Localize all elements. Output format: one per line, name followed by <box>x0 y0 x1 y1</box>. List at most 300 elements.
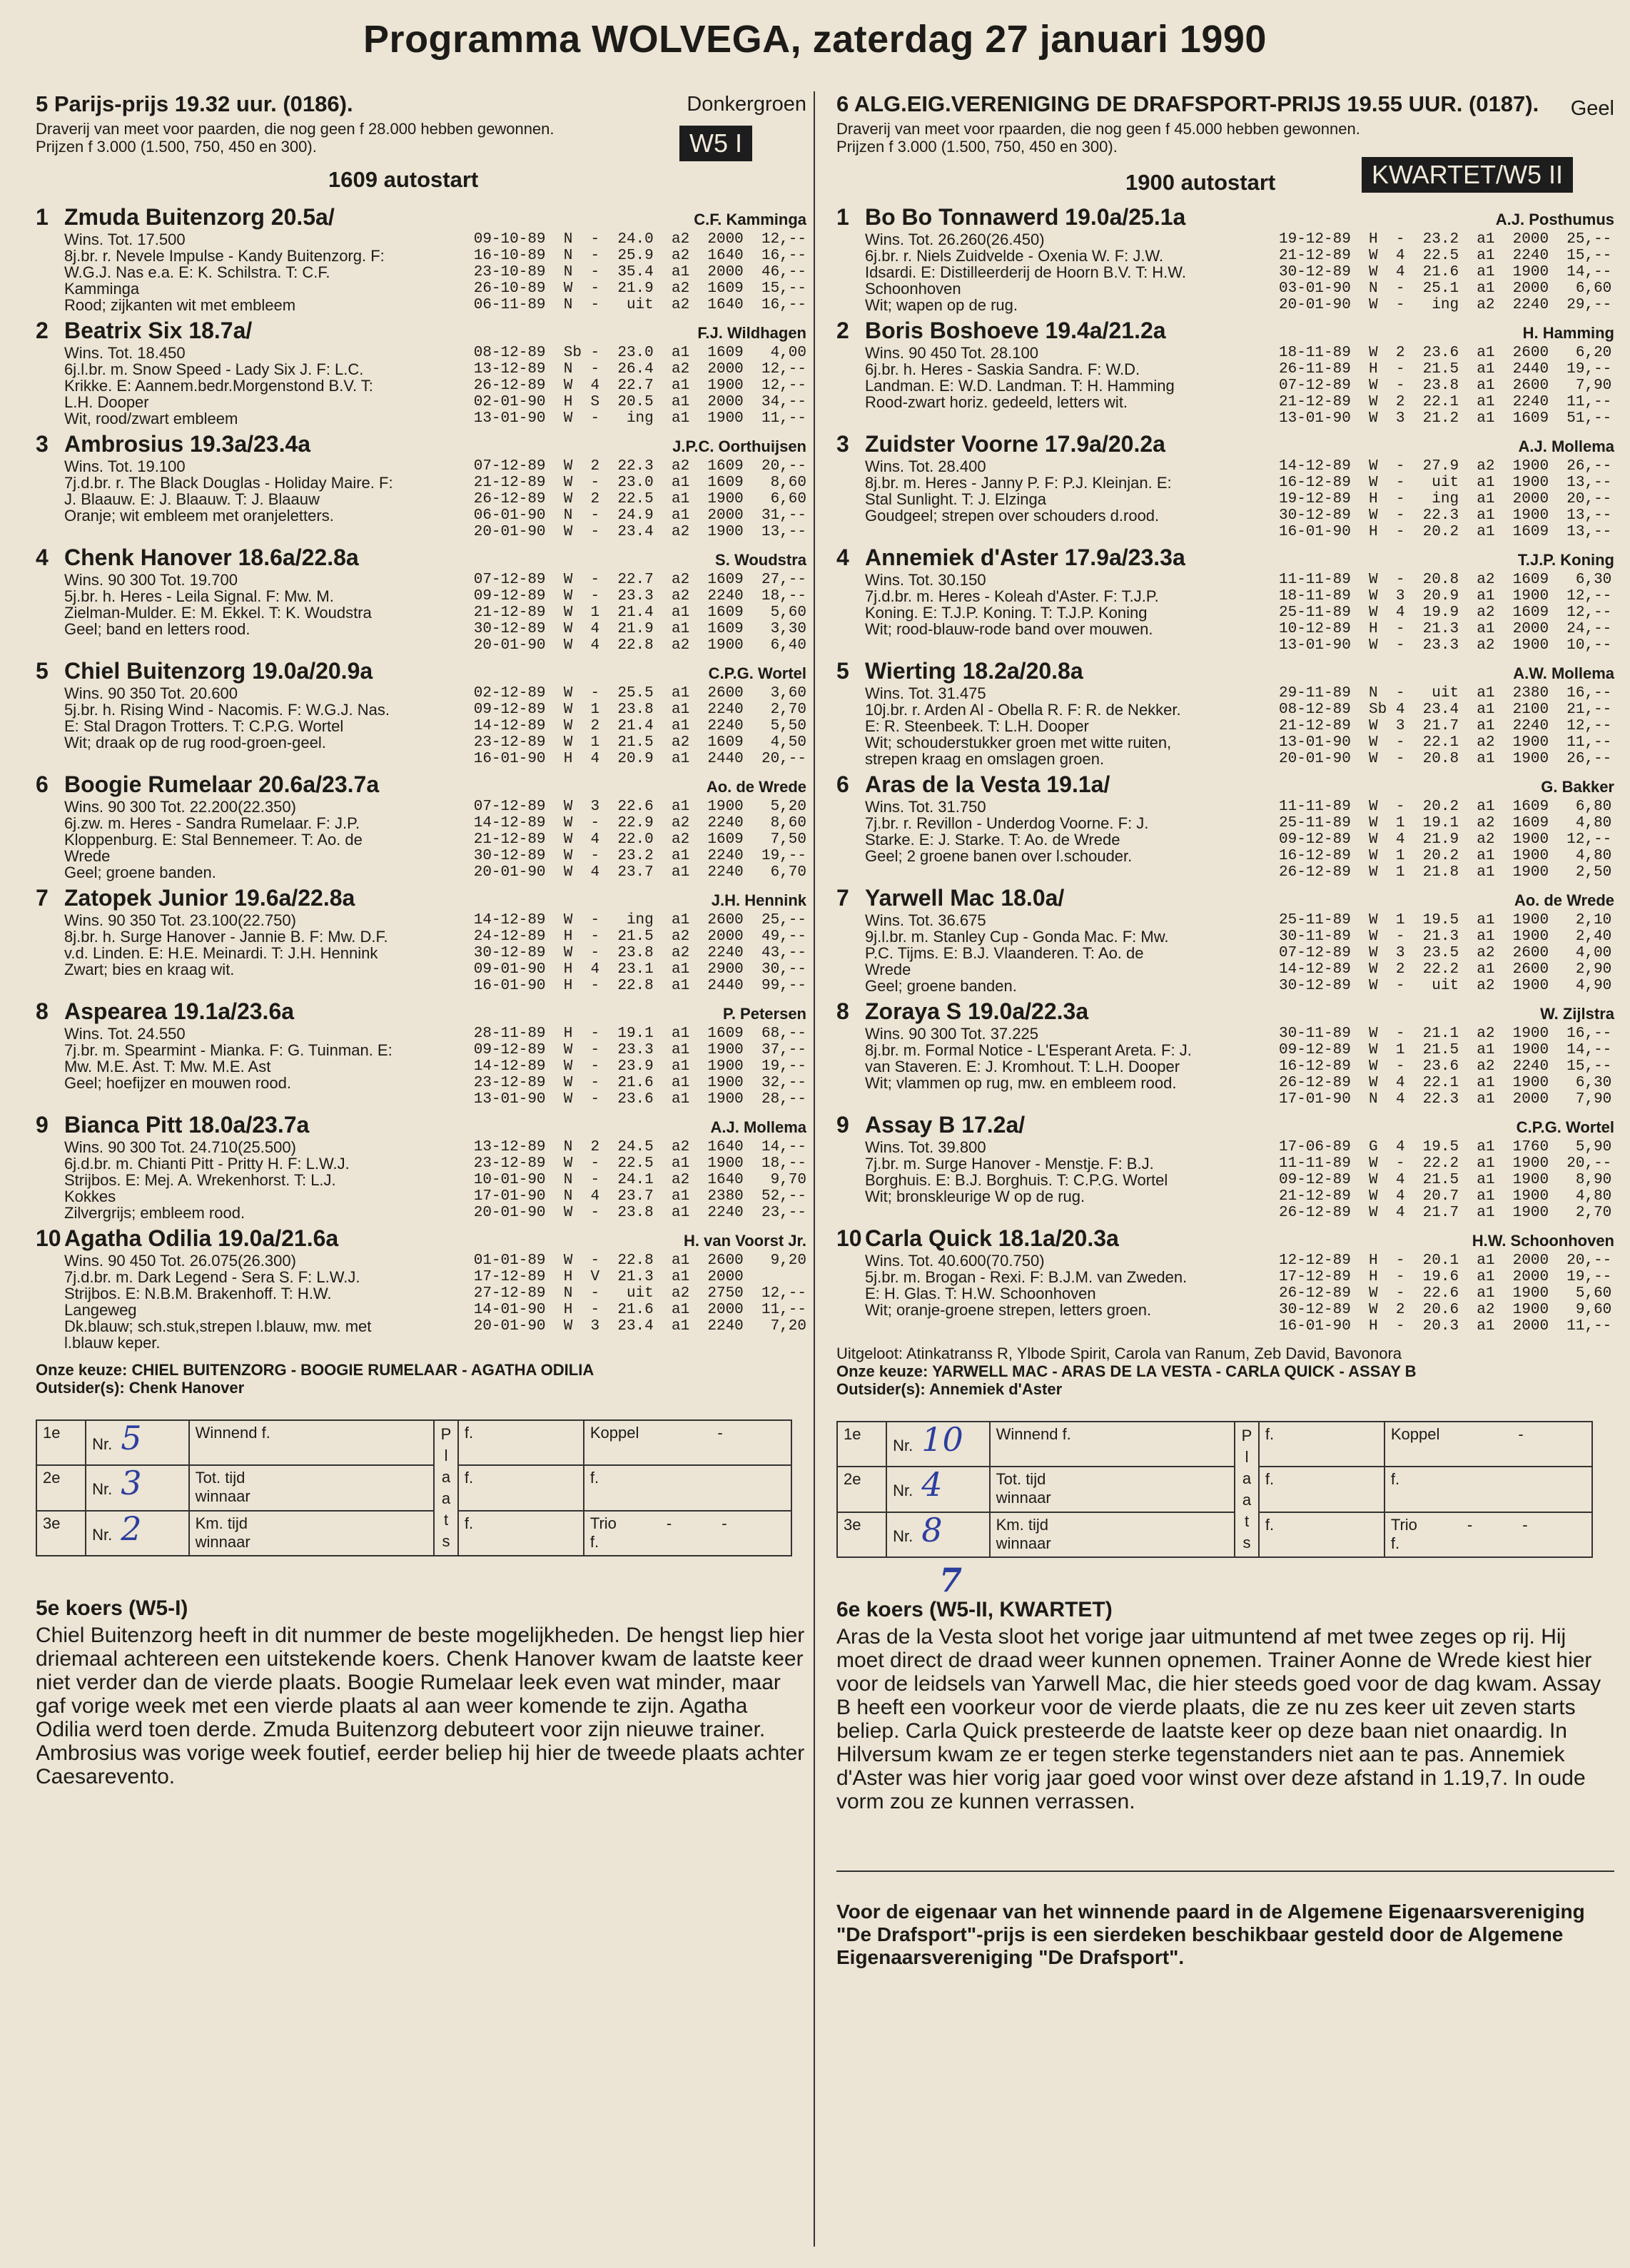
info-line: Wins. 90 300 Tot. 19.700 <box>64 571 238 589</box>
trainer-name: S. Woudstra <box>715 551 806 569</box>
horse-entry-body <box>36 685 806 767</box>
place-cell: 2e <box>837 1467 886 1512</box>
horse-name: Bo Bo Tonnawerd 19.0a/25.1a <box>865 204 1186 230</box>
label-cell <box>990 1422 1235 1467</box>
form-row: 11-11-89 W - 20.2 a1 1609 6,80 <box>1279 799 1612 815</box>
info-line: Schoonhoven <box>865 280 961 298</box>
place-cell: 2e <box>36 1465 86 1510</box>
info-line: Goudgeel; strepen over schouders d.rood. <box>865 507 1160 525</box>
form-row: 07-12-89 W - 23.8 a1 2600 7,90 <box>1279 378 1612 394</box>
info-line: 8j.br. h. Surge Hanover - Jannie B. F: Mw. D.F. <box>64 928 388 946</box>
horse-info <box>836 912 1279 994</box>
horse-entry <box>836 430 1614 540</box>
race6-commentary-title <box>836 1561 1614 1622</box>
form-row: 21-12-89 W 1 21.4 a1 1609 5,60 <box>473 604 806 621</box>
koppel-cell <box>584 1420 791 1465</box>
horse-number: 6 <box>36 771 49 797</box>
horse-entry-body <box>36 1139 806 1221</box>
form-table <box>474 572 806 654</box>
place-cell: 1e <box>36 1420 86 1465</box>
horse-info <box>36 912 474 994</box>
nr-cell <box>86 1511 189 1556</box>
horse-entry-body <box>836 572 1614 654</box>
horse-entry-body <box>836 685 1614 767</box>
form-row: 19-12-89 H - 23.2 a1 2000 25,-- <box>1279 231 1612 248</box>
horse-entry <box>836 884 1614 994</box>
handwritten-number: 2 <box>121 1509 142 1548</box>
race6-prizes: Prijzen f 3.000 (1.500, 750, 450 en 300). <box>836 138 1118 156</box>
form-row: 16-01-90 H - 20.3 a1 2000 11,-- <box>1279 1318 1612 1335</box>
trainer-name: H. van Voorst Jr. <box>684 1232 806 1250</box>
info-line: v.d. Linden. E: H.E. Meinardi. T: J.H. Hennink <box>64 944 378 962</box>
form-row: 07-12-89 W 3 22.6 a1 1900 5,20 <box>473 799 806 815</box>
horse-entry <box>36 430 806 540</box>
nr-cell <box>86 1420 189 1465</box>
form-row: 09-12-89 W 4 21.5 a1 1900 8,90 <box>1279 1172 1612 1188</box>
info-line: Wins. Tot. 36.675 <box>865 911 986 929</box>
info-line: Rood; zijkanten wit met embleem <box>64 296 296 314</box>
info-line: J. Blaauw. E: J. Blaauw. T: J. Blaauw <box>64 490 320 508</box>
race5-prizes: Prijzen f 3.000 (1.500, 750, 450 en 300). <box>36 138 317 156</box>
horse-number: 10 <box>36 1225 61 1251</box>
race5-outsider: Outsider(s): Chenk Hanover <box>36 1379 245 1397</box>
info-line: Landman. E: W.D. Landman. T: H. Hamming <box>865 377 1175 395</box>
form-row: 20-01-90 W - 23.8 a1 2240 23,-- <box>473 1205 806 1221</box>
info-line: Wins. Tot. 26.260(26.450) <box>865 231 1045 248</box>
form-table <box>1279 685 1614 767</box>
nr-label: Nr. <box>893 1437 913 1454</box>
trainer-name: C.F. Kamminga <box>694 211 806 228</box>
info-line: Wins. Tot. 30.150 <box>865 571 986 589</box>
sponsor-notice: Voor de eigenaar van het winnende paard in de Algemene Eigenaarsvereniging "De Drafsport"-prijs is een sierdeken beschikbaar gesteld door de Algemene Eigenaarsvereniging "De Drafsport". <box>836 1870 1614 1969</box>
horse-number: 7 <box>836 885 849 911</box>
result-row <box>36 1465 791 1510</box>
horse-entry <box>836 1110 1614 1221</box>
horse-line <box>36 997 294 1026</box>
info-line: Wrede <box>64 847 111 865</box>
handwritten-number: 10 <box>921 1420 963 1459</box>
horse-info <box>836 685 1279 767</box>
horse-info <box>36 345 474 427</box>
horse-name: Aspearea 19.1a/23.6a <box>64 998 295 1024</box>
info-line: Wins. 90 350 Tot. 20.600 <box>64 684 238 702</box>
info-line: Geel; groene banden. <box>865 977 1017 995</box>
form-row: 17-06-89 G 4 19.5 a1 1760 5,90 <box>1279 1139 1612 1155</box>
horse-number: 6 <box>836 771 849 797</box>
form-row: 30-11-89 W - 21.1 a2 1900 16,-- <box>1279 1026 1612 1042</box>
koppel-dash: - <box>717 1424 723 1442</box>
horse-name: Ambrosius 19.3a/23.4a <box>64 431 311 457</box>
info-line: Kloppenburg. E: Stal Bennemeer. T: Ao. de <box>64 831 363 849</box>
info-line: Geel; 2 groene banen over l.schouder. <box>865 847 1133 865</box>
form-table <box>1279 799 1614 881</box>
trio-dash: - <box>666 1514 672 1532</box>
race5-column <box>36 91 806 1788</box>
horse-line <box>36 1224 338 1252</box>
horse-line <box>36 316 252 345</box>
horse-entry-body <box>36 572 806 654</box>
horse-entry-body <box>36 231 806 313</box>
horse-name: Yarwell Mac 18.0a/ <box>865 885 1065 911</box>
label-line: Winnend f. <box>195 1424 270 1442</box>
info-line: Wit; draak op de rug rood-groen-geel. <box>64 734 326 751</box>
horse-name: Aras de la Vesta 19.1a/ <box>865 771 1110 797</box>
race5-commentary-title: 5e koers (W5-I) <box>36 1596 188 1620</box>
label-cell <box>189 1511 434 1556</box>
horse-entry-body <box>36 345 806 427</box>
amount-cell: f. <box>1259 1467 1385 1512</box>
amount-cell: f. <box>458 1465 584 1510</box>
form-table <box>474 1139 806 1221</box>
horse-number: 4 <box>36 545 49 570</box>
form-row: 26-12-89 W - 22.6 a1 1900 5,60 <box>1279 1285 1612 1302</box>
label-line: winnaar <box>996 1489 1051 1507</box>
trainer-name: A.W. Mollema <box>1513 664 1614 682</box>
form-row: 20-01-90 W - 23.4 a2 1900 13,-- <box>473 524 806 540</box>
horse-line <box>836 657 1083 685</box>
horse-name: Annemiek d'Aster 17.9a/23.3a <box>865 545 1185 570</box>
horse-line <box>36 884 355 912</box>
result-row <box>837 1422 1592 1467</box>
trainer-name: A.J. Mollema <box>1518 437 1614 455</box>
horse-entry-header <box>836 657 1614 685</box>
horse-line <box>836 884 1064 912</box>
form-row: 07-12-89 W 2 22.3 a2 1609 20,-- <box>473 458 806 475</box>
trio-amount: f. <box>1390 1534 1400 1552</box>
form-row: 26-11-89 H - 21.5 a1 2440 19,-- <box>1279 361 1612 378</box>
nr-label: Nr. <box>92 1525 113 1544</box>
label-line: winnaar <box>996 1534 1051 1552</box>
trainer-name: A.J. Posthumus <box>1495 211 1614 228</box>
trio-cell <box>1385 1512 1592 1557</box>
info-line: Rood-zwart horiz. gedeeld, letters wit. <box>865 393 1128 411</box>
koppel-label: Koppel <box>1390 1425 1440 1443</box>
info-line: 6j.zw. m. Heres - Sandra Rumelaar. F: J.P. <box>64 814 360 832</box>
info-line: 5j.br. h. Heres - Leila Signal. F: Mw. M. <box>64 587 334 605</box>
column-divider <box>814 91 815 2247</box>
form-table <box>1279 231 1614 313</box>
trainer-name: Ao. de Wrede <box>706 778 806 796</box>
form-row: 09-12-89 W 1 21.5 a1 1900 14,-- <box>1279 1042 1612 1058</box>
horse-entry-header <box>36 657 806 685</box>
horse-entry <box>36 1224 806 1351</box>
horse-entry-header <box>36 543 806 572</box>
koppel-amount-cell: f. <box>1385 1467 1592 1512</box>
info-line: E: Stal Dragon Trotters. T: C.P.G. Wortel <box>64 717 344 735</box>
form-row: 30-12-89 W - 22.3 a1 1900 13,-- <box>1279 507 1612 524</box>
form-table <box>474 1252 806 1351</box>
horse-name: Boris Boshoeve 19.4a/21.2a <box>865 318 1166 343</box>
info-line: Wit; vlammen op rug, mw. en embleem rood. <box>865 1074 1177 1092</box>
result-row <box>36 1511 791 1556</box>
race6-uitgeloot: Uitgeloot: Atinkatranss R, Ylbode Spirit, Carola van Ranum, Zeb David, Bavonora <box>836 1345 1402 1362</box>
label-cell <box>189 1420 434 1465</box>
form-row: 21-12-89 W 4 20.7 a1 1900 4,80 <box>1279 1188 1612 1205</box>
form-row: 30-12-89 W 2 20.6 a2 1900 9,60 <box>1279 1302 1612 1318</box>
info-line: 8j.br. m. Heres - Janny P. F: P.J. Kleinjan. E: <box>865 474 1172 492</box>
form-row: 08-12-89 Sb - 23.0 a1 1609 4,00 <box>473 345 806 361</box>
race6-start-row <box>836 156 1614 200</box>
horse-entry-body <box>836 1252 1614 1335</box>
info-line: Zielman-Mulder. E: M. Ekkel. T: K. Woudstra <box>64 604 372 622</box>
race6-start: 1900 autostart <box>1125 170 1276 195</box>
info-line: 7j.d.br. m. Heres - Koleah d'Aster. F: T.J.P. <box>865 587 1159 605</box>
info-line: Strijbos. E: Mej. A. Wrekenhorst. T: L.J. <box>64 1171 336 1189</box>
horse-number: 9 <box>36 1112 49 1138</box>
amount-cell: f. <box>458 1511 584 1556</box>
info-line: Langeweg <box>64 1301 137 1319</box>
horse-line <box>36 430 310 458</box>
race6-header <box>836 91 1614 117</box>
form-row: 14-12-89 W - ing a1 2600 25,-- <box>473 912 806 928</box>
info-line: 6j.l.br. m. Snow Speed - Lady Six J. F: L.C. <box>64 360 364 378</box>
horse-name: Assay B 17.2a/ <box>865 1112 1026 1138</box>
form-row: 20-01-90 W - ing a2 2240 29,-- <box>1279 297 1612 313</box>
horse-info <box>36 1026 474 1108</box>
race6-commentary-title-text: 6e koers (W5-II, KWARTET) <box>836 1598 1113 1621</box>
form-row: 30-12-89 W 4 21.6 a1 1900 14,-- <box>1279 264 1612 280</box>
info-line: Wins. 90 300 Tot. 37.225 <box>865 1025 1038 1043</box>
horse-entry-header <box>836 316 1614 345</box>
horse-line <box>836 203 1185 231</box>
info-line: 5j.br. m. Brogan - Rexi. F: B.J.M. van Zweden. <box>865 1268 1188 1286</box>
horse-entry-header <box>36 997 806 1026</box>
horse-number: 9 <box>836 1112 849 1138</box>
race5-conditions: Draverij van meet voor paarden, die nog geen f 28.000 hebben gewonnen. <box>36 120 555 138</box>
horse-entry-body <box>836 1026 1614 1108</box>
info-line: Wins. Tot. 17.500 <box>64 231 186 248</box>
info-line: 7j.br. m. Surge Hanover - Menstje. F: B.J. <box>865 1155 1154 1173</box>
horse-entry-header <box>836 770 1614 799</box>
form-row: 30-12-89 W - uit a2 1900 4,90 <box>1279 978 1612 994</box>
trainer-name: J.P.C. Oorthuijsen <box>672 437 806 455</box>
handwritten-mark: 7 <box>939 1561 963 1599</box>
horse-entry-header <box>836 997 1614 1026</box>
info-line: P.C. Tijms. E: B.J. Vlaanderen. T: Ao. de <box>865 944 1144 962</box>
form-row: 16-12-89 W - 23.6 a2 2240 15,-- <box>1279 1058 1612 1075</box>
place-cell: 3e <box>837 1512 886 1557</box>
race5-color: Donkergroen <box>687 93 806 116</box>
horse-entry-body <box>36 1252 806 1351</box>
horse-entry-header <box>36 203 806 231</box>
horse-entry-header <box>836 1224 1614 1252</box>
form-row: 13-12-89 N - 26.4 a2 2000 12,-- <box>473 361 806 378</box>
form-row: 28-11-89 H - 19.1 a1 1609 68,-- <box>473 1026 806 1042</box>
horse-entry <box>836 316 1614 427</box>
form-row: 24-12-89 H - 21.5 a2 2000 49,-- <box>473 928 806 945</box>
info-line: Wins. 90 350 Tot. 23.100(22.750) <box>64 911 296 929</box>
label-line: Tot. tijd <box>195 1469 245 1487</box>
horse-number: 3 <box>36 431 49 457</box>
trainer-name: H.W. Schoonhoven <box>1472 1232 1614 1250</box>
horse-info <box>36 231 474 313</box>
trainer-name: C.P.G. Wortel <box>708 664 806 682</box>
race6-conditions: Draverij van meet voor rpaarden, die nog geen f 45.000 hebben gewonnen. <box>836 120 1360 138</box>
horse-entry <box>36 1110 806 1221</box>
form-row: 20-01-90 W 4 22.8 a2 1900 6,40 <box>473 637 806 654</box>
nr-label: Nr. <box>92 1480 113 1499</box>
form-row: 26-12-89 W 1 21.8 a1 1900 2,50 <box>1279 864 1612 881</box>
info-line: Wins. 90 300 Tot. 24.710(25.500) <box>64 1138 296 1156</box>
form-row: 16-01-90 H 4 20.9 a1 2440 20,-- <box>473 751 806 767</box>
form-table <box>474 1026 806 1108</box>
race6-result-table <box>836 1421 1614 1558</box>
info-line: Wins. Tot. 28.400 <box>865 457 986 475</box>
form-row: 09-12-89 W 1 23.8 a1 2240 2,70 <box>473 702 806 718</box>
form-row: 17-01-90 N 4 23.7 a1 2380 52,-- <box>473 1188 806 1205</box>
result-grid <box>836 1421 1593 1558</box>
horse-entry-header <box>36 430 806 458</box>
info-line: Starke. E: J. Starke. T: Ao. de Wrede <box>865 831 1120 849</box>
race6-outsider: Outsider(s): Annemiek d'Aster <box>836 1380 1063 1398</box>
form-row: 30-12-89 W - 23.2 a1 2240 19,-- <box>473 848 806 864</box>
label-cell <box>189 1465 434 1510</box>
form-row: 21-12-89 W 4 22.5 a1 2240 15,-- <box>1279 248 1612 264</box>
info-line: Oranje; wit embleem met oranjeletters. <box>64 507 334 525</box>
nr-cell <box>86 1465 189 1510</box>
horse-entry-header <box>836 430 1614 458</box>
label-cell <box>990 1512 1235 1557</box>
nr-label: Nr. <box>893 1527 913 1545</box>
form-row: 13-01-90 W - 23.3 a2 1900 10,-- <box>1279 637 1612 654</box>
form-row: 14-12-89 W - 27.9 a2 1900 26,-- <box>1279 458 1612 475</box>
result-grid <box>36 1419 792 1556</box>
form-row: 06-11-89 N - uit a2 1640 16,-- <box>473 297 806 313</box>
horse-entry-header <box>836 884 1614 912</box>
horse-name: Agatha Odilia 19.0a/21.6a <box>64 1225 339 1251</box>
horse-entry <box>36 543 806 654</box>
info-line: Kokkes <box>64 1188 116 1205</box>
race5-keuze: Onze keuze: CHIEL BUITENZORG - BOOGIE RUMELAAR - AGATHA ODILIA <box>36 1361 594 1379</box>
horse-info <box>836 345 1279 427</box>
info-line: Wrede <box>865 961 911 978</box>
horse-line <box>836 1110 1025 1139</box>
form-row: 13-01-90 W 3 21.2 a1 1609 51,-- <box>1279 410 1612 427</box>
info-line: Kamminga <box>64 280 140 298</box>
info-line: l.blauw keper. <box>64 1334 161 1352</box>
label-line: Km. tijd <box>195 1514 248 1532</box>
horse-line <box>36 657 373 685</box>
form-row: 30-12-89 W 4 21.9 a1 1609 3,30 <box>473 621 806 637</box>
horse-entry <box>836 203 1614 313</box>
form-row: 30-11-89 W - 21.3 a1 1900 2,40 <box>1279 928 1612 945</box>
info-line: 7j.d.br. r. The Black Douglas - Holiday Maire. F: <box>64 474 393 492</box>
info-line: 5j.br. h. Rising Wind - Nacomis. F: W.G.J. Nas. <box>64 701 390 719</box>
form-table <box>474 685 806 767</box>
horse-entry-body <box>836 345 1614 427</box>
form-row: 26-12-89 W 2 22.5 a1 1900 6,60 <box>473 491 806 507</box>
form-row: 11-11-89 W - 22.2 a1 1900 20,-- <box>1279 1155 1612 1172</box>
info-line: Wins. Tot. 31.475 <box>865 684 986 702</box>
race6-entries <box>836 203 1614 1335</box>
horse-entry <box>36 884 806 994</box>
form-row: 14-12-89 W - 22.9 a2 2240 8,60 <box>473 815 806 831</box>
trainer-name: J.H. Hennink <box>711 891 806 909</box>
form-row: 23-12-89 W - 22.5 a1 1900 18,-- <box>473 1155 806 1172</box>
label-cell <box>990 1467 1235 1512</box>
form-row: 13-01-90 W - 23.6 a1 1900 28,-- <box>473 1091 806 1108</box>
place-cell: 1e <box>837 1422 886 1467</box>
race5-entries <box>36 203 806 1351</box>
horse-line <box>836 543 1185 572</box>
horse-number: 3 <box>836 431 849 457</box>
horse-entry <box>36 316 806 427</box>
horse-entry <box>36 203 806 313</box>
form-row: 16-01-90 H - 20.2 a1 1609 13,-- <box>1279 524 1612 540</box>
koppel-cell <box>1385 1422 1592 1467</box>
form-row: 27-12-89 N - uit a2 2750 12,-- <box>473 1285 806 1302</box>
trainer-name: W. Zijlstra <box>1540 1005 1614 1023</box>
form-row: 01-01-89 W - 22.8 a1 2600 9,20 <box>473 1252 806 1269</box>
koppel-label: Koppel <box>589 1424 639 1442</box>
info-line: 6j.br. r. Niels Zuidvelde - Oxenia W. F: J.W. <box>865 247 1164 265</box>
horse-line <box>836 997 1088 1026</box>
form-table <box>1279 1252 1614 1335</box>
amount-cell: f. <box>458 1420 584 1465</box>
form-table <box>474 345 806 427</box>
horse-entry-header <box>836 203 1614 231</box>
info-line: Wins. Tot. 40.600(70.750) <box>865 1252 1045 1270</box>
info-line: van Staveren. E: J. Kromhout. T: L.H. Dooper <box>865 1058 1180 1075</box>
horse-number: 2 <box>36 318 49 343</box>
horse-entry-body <box>836 912 1614 994</box>
form-row: 13-01-90 W - 22.1 a2 1900 11,-- <box>1279 734 1612 751</box>
form-row: 09-12-89 W 4 21.9 a2 1900 12,-- <box>1279 831 1612 848</box>
horse-entry-header <box>36 1224 806 1252</box>
form-row: 30-12-89 W - 23.8 a2 2240 43,-- <box>473 945 806 961</box>
horse-name: Zoraya S 19.0a/22.3a <box>865 998 1089 1024</box>
form-row: 26-12-89 W 4 22.1 a1 1900 6,30 <box>1279 1075 1612 1091</box>
form-row: 18-11-89 W 3 20.9 a1 1900 12,-- <box>1279 588 1612 604</box>
form-row: 14-12-89 W 2 21.4 a1 2240 5,50 <box>473 718 806 734</box>
info-line: Zwart; bies en kraag wit. <box>64 961 235 978</box>
trainer-name: P. Petersen <box>722 1005 806 1023</box>
koppel-dash: - <box>1518 1425 1524 1443</box>
trainer-name: F.J. Wildhagen <box>697 324 806 342</box>
trio-dash: - <box>1522 1515 1528 1534</box>
nr-cell <box>886 1467 990 1512</box>
horse-name: Chenk Hanover 18.6a/22.8a <box>64 545 359 570</box>
horse-info <box>36 799 474 881</box>
horse-name: Boogie Rumelaar 20.6a/23.7a <box>64 771 380 797</box>
horse-line <box>836 316 1166 345</box>
place-cell: 3e <box>36 1511 86 1556</box>
form-table <box>474 799 806 881</box>
race5-commentary: Chiel Buitenzorg heeft in dit nummer de beste mogelijkheden. De hengst liep hier driemaal achtereen een uitstekende koers. Chenk Hanover kwam de laatste keer niet verder dan de vierde plaats. Boogie Rumelaar leek even wat minder, maar gaf vorige week met een vierde plaats al aan weer komende te zijn. Agatha Odilia werd toen derde. Zmuda Buitenzorg debuteert voor zijn nieuwe trainer. Ambrosius was vorige week foutief, eerder beliep hij hier de tweede plaats achter Caesarevento. <box>36 1624 805 1788</box>
horse-name: Bianca Pitt 18.0a/23.7a <box>64 1112 310 1138</box>
form-row: 26-10-89 W - 21.9 a2 1609 15,-- <box>473 280 806 297</box>
horse-name: Beatrix Six 18.7a/ <box>64 318 253 343</box>
label-line: winnaar <box>195 1487 250 1506</box>
info-line: Wit, rood/zwart embleem <box>64 410 238 427</box>
horse-entry-body <box>836 458 1614 540</box>
info-line: Wins. Tot. 39.800 <box>865 1138 986 1156</box>
horse-info <box>36 1139 474 1221</box>
form-table <box>474 912 806 994</box>
form-row: 19-12-89 H - ing a1 2000 20,-- <box>1279 491 1612 507</box>
form-row: 26-12-89 W 4 21.7 a1 1900 2,70 <box>1279 1205 1612 1221</box>
horse-entry <box>836 770 1614 881</box>
trainer-name: T.J.P. Koning <box>1517 551 1614 569</box>
result-row <box>837 1467 1592 1512</box>
info-line: E: H. Glas. T: H.W. Schoonhoven <box>865 1285 1096 1302</box>
horse-entry-body <box>836 231 1614 313</box>
form-row: 11-11-89 W - 20.8 a2 1609 6,30 <box>1279 572 1612 588</box>
horse-info <box>36 458 474 540</box>
info-line: Wit; schouderstukker groen met witte ruiten, <box>865 734 1172 751</box>
info-line: 8j.br. r. Nevele Impulse - Kandy Buitenzorg. F: <box>64 247 385 265</box>
handwritten-number: 5 <box>121 1419 142 1457</box>
